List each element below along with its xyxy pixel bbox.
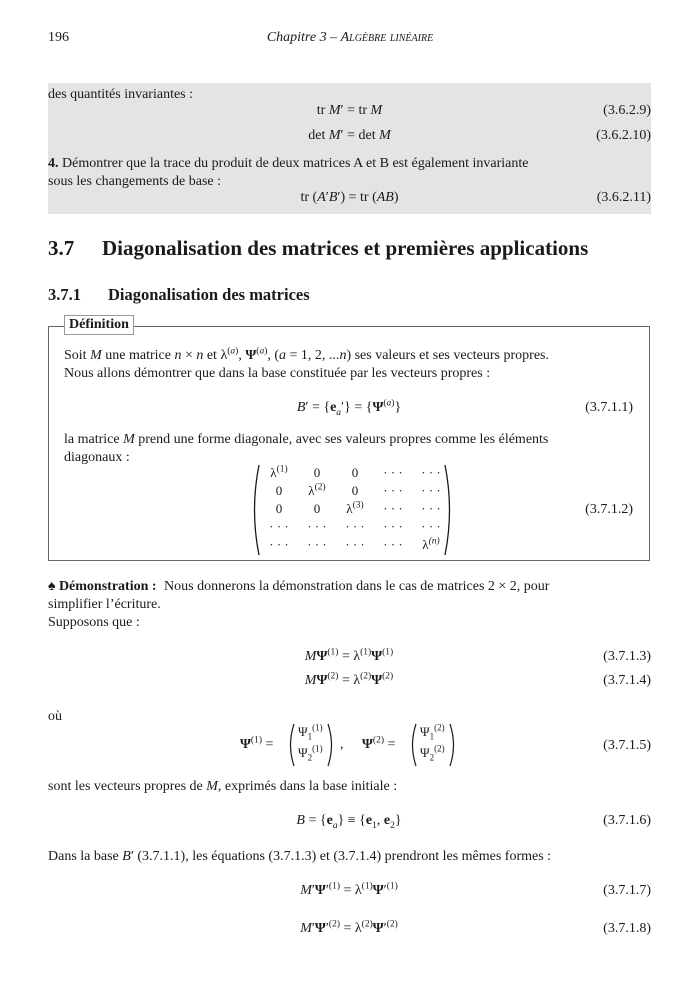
- matrix-cell: · · ·: [383, 519, 403, 534]
- subsection-title: Diagonalisation des matrices: [108, 285, 310, 304]
- subsection-number: 3.7.1: [48, 285, 81, 304]
- psi1-lhs: $\Psi^{(1)}$ =: [240, 735, 274, 752]
- demonstration-line5: Dans la base B′ (3.7.1.1), les équations (3.7.1.3) et (3.7.1.4) prendront les mêmes formes :: [48, 849, 552, 864]
- spade-icon: ♠: [48, 579, 56, 594]
- matrix-cell: · · ·: [383, 501, 403, 516]
- equation-number: (3.7.1.4): [603, 673, 651, 688]
- matrix-cell: · · ·: [345, 537, 365, 552]
- running-header: [0, 30, 700, 46]
- equation-number: (3.7.1.5): [603, 738, 651, 753]
- equation-3-6-2-9: tr M′ = tr M: [316, 103, 383, 118]
- matrix-cell: · · ·: [421, 483, 441, 498]
- matrix-cell: 0: [351, 465, 359, 480]
- equation-3-6-2-11: tr (A′B′) = tr (AB): [300, 190, 399, 205]
- equation-number: (3.7.1.2): [585, 502, 633, 517]
- equation-3-7-1-3: $M\Psi^{(1)} = \lambda^{(1)}\Psi^{(1)}$: [304, 647, 394, 664]
- equation-number: (3.6.2.9): [603, 103, 651, 118]
- demonstration-line2: simplifier l’écriture.: [48, 597, 161, 612]
- section-number: 3.7: [48, 236, 75, 260]
- diagonal-matrix: [249, 463, 455, 557]
- equation-number: (3.7.1.3): [603, 649, 651, 664]
- matrix-cell: $\lambda^{(1)}$: [270, 464, 288, 480]
- matrix-cell: 0: [275, 501, 283, 516]
- equation-number: (3.7.1.6): [603, 813, 651, 828]
- equation-number: (3.7.1.7): [603, 883, 651, 898]
- definition-line3: la matrice M prend une forme diagonale, avec ses valeurs propres comme les éléments: [64, 432, 549, 447]
- matrix-cell: 0: [313, 501, 321, 516]
- demonstration-line4: sont les vecteurs propres de M, exprimés dans la base initiale :: [48, 779, 398, 794]
- psi1-component-2: $\Psi_2^{(1)}$: [298, 743, 323, 763]
- matrix-cell: · · ·: [307, 519, 327, 534]
- equation-number: (3.7.1.1): [585, 400, 633, 415]
- definition-line4: diagonaux :: [64, 450, 130, 465]
- definition-label: Définition: [64, 315, 134, 335]
- matrix-cell: · · ·: [421, 501, 441, 516]
- equation-number: (3.6.2.10): [596, 128, 651, 143]
- comma: ,: [340, 737, 344, 752]
- matrix-cell: · · ·: [307, 537, 327, 552]
- equation-3-6-2-10: det M′ = det M: [308, 128, 391, 143]
- matrix-cell: · · ·: [269, 537, 289, 552]
- matrix-cell: $\lambda^{(3)}$: [346, 500, 364, 516]
- box-intro: des quantités invariantes :: [48, 87, 194, 102]
- matrix-cell: · · ·: [345, 519, 365, 534]
- matrix-cell: $\lambda^{(n)}$: [422, 536, 440, 552]
- demonstration-line3: Supposons que :: [48, 615, 140, 630]
- equation-number: (3.7.1.8): [603, 921, 651, 936]
- definition-box: [48, 326, 650, 561]
- equation-3-7-1-6: $B = \{e_a\} \equiv \{e_1$, $e_2$}: [296, 813, 402, 831]
- section-title: Diagonalisation des matrices et premières applications: [102, 236, 589, 260]
- matrix-cell: · · ·: [421, 465, 441, 480]
- exercise-box: [48, 83, 651, 214]
- psi1-component-1: $\Psi_1^{(1)}$: [298, 722, 323, 742]
- matrix-cell: 0: [275, 483, 283, 498]
- definition-line1: Soit M une matrice n × n et $\lambda^{(a)}$, $\Psi^{(a)}$, (a = 1, 2, ...n) ses valeurs et ses vecteurs propres.: [64, 346, 549, 363]
- page-number: 196: [48, 30, 69, 45]
- matrix-cell: · · ·: [383, 537, 403, 552]
- right-parenthesis: [326, 722, 336, 768]
- question-4-line2: sous les changements de base :: [48, 174, 222, 189]
- psi2-lhs: $\Psi^{(2)}$ =: [362, 735, 396, 752]
- chapter-label: Chapitre 3 –: [266, 30, 341, 45]
- equation-3-7-1-4: $M\Psi^{(2)} = \lambda^{(2)}\Psi^{(2)}$: [304, 671, 394, 688]
- equation-3-7-1-8: $M'\Psi'^{(2)} = \lambda^{(2)}\Psi'^{(2)}$: [300, 919, 398, 936]
- matrix-cell: $\lambda^{(2)}$: [308, 482, 326, 498]
- question-number: 4.: [48, 156, 59, 171]
- word-ou: où: [48, 709, 62, 724]
- question-text: Démontrer que la trace du produit de deux matrices A et B est également invariante: [62, 156, 529, 171]
- left-parenthesis: [408, 722, 418, 768]
- psi2-component-1: $\Psi_1^{(2)}$: [420, 722, 445, 742]
- definition-line2: Nous allons démontrer que dans la base constituée par les vecteurs propres :: [64, 366, 491, 381]
- chapter-title: Algèbre linéaire: [340, 30, 434, 45]
- equation-number: (3.6.2.11): [596, 190, 651, 205]
- matrix-cell: 0: [351, 483, 359, 498]
- matrix-cell: · · ·: [269, 519, 289, 534]
- demonstration-label: Démonstration :: [58, 579, 157, 594]
- left-parenthesis: [286, 722, 296, 768]
- subsection-heading: [48, 285, 310, 305]
- equation-3-7-1-1: $B' = \{e_a'\} = \{\Psi^{(a)}\}$: [296, 398, 402, 418]
- matrix-cell: · · ·: [383, 483, 403, 498]
- matrix-cell: · · ·: [383, 465, 403, 480]
- matrix-cell: · · ·: [421, 519, 441, 534]
- equation-3-7-1-5: [240, 722, 470, 768]
- question-4-line1: [48, 156, 529, 172]
- right-parenthesis: [448, 722, 458, 768]
- demonstration-line1: ♠ Démonstration : Nous donnerons la démonstration dans le cas de matrices 2 × 2, pour: [48, 579, 550, 594]
- section-heading: [48, 236, 588, 261]
- psi2-component-2: $\Psi_2^{(2)}$: [420, 743, 445, 763]
- matrix-cell: 0: [313, 465, 321, 480]
- equation-3-7-1-7: $M'\Psi'^{(1)} = \lambda^{(1)}\Psi'^{(1)}$: [300, 881, 398, 898]
